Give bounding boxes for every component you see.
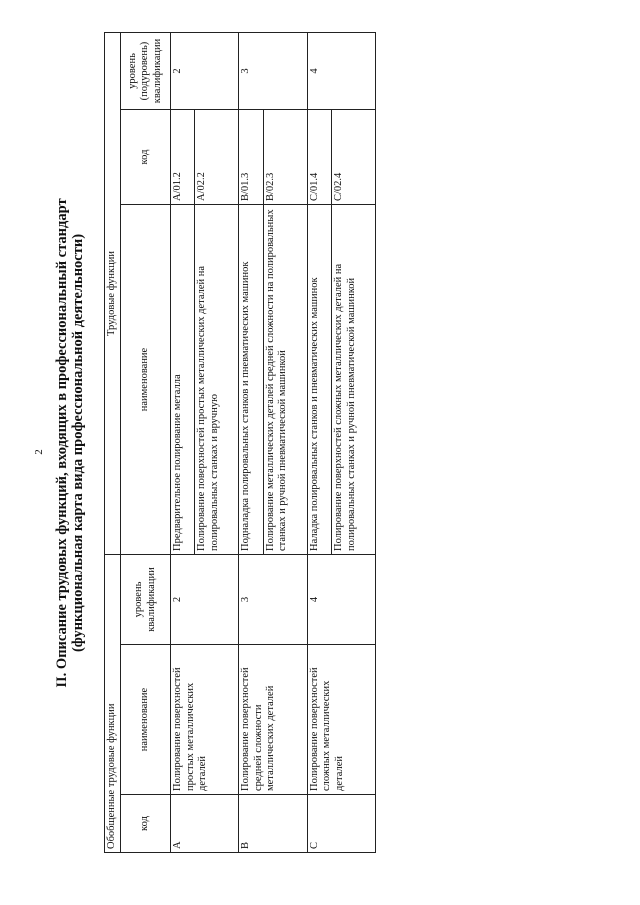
header-func-name: наименование xyxy=(121,205,171,555)
function-name: Наладка полировальных станков и пневматических машинок xyxy=(307,205,331,555)
page-number: 2 xyxy=(32,449,45,455)
header-gen-code: код xyxy=(121,795,171,853)
header-gen-name: наименование xyxy=(121,645,171,795)
group-level: 2 xyxy=(171,555,239,645)
group-code: A xyxy=(171,795,239,853)
group-name: Полирование поверхностей средней сложности металлических деталей xyxy=(239,645,307,795)
function-name: Полирование поверхностей сложных металлических деталей на полировальных станках и ручной пневматической машинкой xyxy=(332,205,376,555)
group-name: Полирование поверхностей сложных металлических деталей xyxy=(307,645,375,795)
group-name: Полирование поверхностей простых металлических деталей xyxy=(171,645,239,795)
header-func-code: код xyxy=(121,110,171,205)
function-code: A/01.2 xyxy=(171,110,195,205)
function-name: Полирование металлических деталей средней сложности на полировальных станках и ручной пневматической машинкой xyxy=(263,205,307,555)
function-sublevel: 3 xyxy=(239,32,307,109)
function-sublevel: 4 xyxy=(307,32,375,109)
function-sublevel: 2 xyxy=(171,32,239,109)
header-gen-level: уровень квалификации xyxy=(121,555,171,645)
function-name: Предварительное полирование металла xyxy=(171,205,195,555)
function-code: B/01.3 xyxy=(239,110,263,205)
function-code: A/02.2 xyxy=(195,110,239,205)
function-code: C/02.4 xyxy=(332,110,376,205)
function-code: B/02.3 xyxy=(263,110,307,205)
function-name: Полирование поверхностей простых металлических деталей на полировальных станках и вручную xyxy=(195,205,239,555)
title-line-1: II. Описание трудовых функций, входящих в профессиональный стандарт xyxy=(54,198,70,688)
group-level: 3 xyxy=(239,555,307,645)
function-code: C/01.4 xyxy=(307,110,331,205)
group-code: C xyxy=(307,795,375,853)
functional-map-sheet xyxy=(52,33,382,853)
title-line-2: (функциональная карта вида профессиональной деятельности) xyxy=(70,233,86,653)
generalized-functions-header: Обобщенные трудовые функции xyxy=(105,555,121,853)
group-code: B xyxy=(239,795,307,853)
header-func-sublevel: уровень (подуровень) квалификации xyxy=(121,32,171,109)
function-name: Подналадка полировальных станков и пневматических машинок xyxy=(239,205,263,555)
group-level: 4 xyxy=(307,555,375,645)
functional-map-table xyxy=(104,32,376,853)
section-title xyxy=(52,33,104,853)
labor-functions-header: Трудовые функции xyxy=(105,32,121,554)
